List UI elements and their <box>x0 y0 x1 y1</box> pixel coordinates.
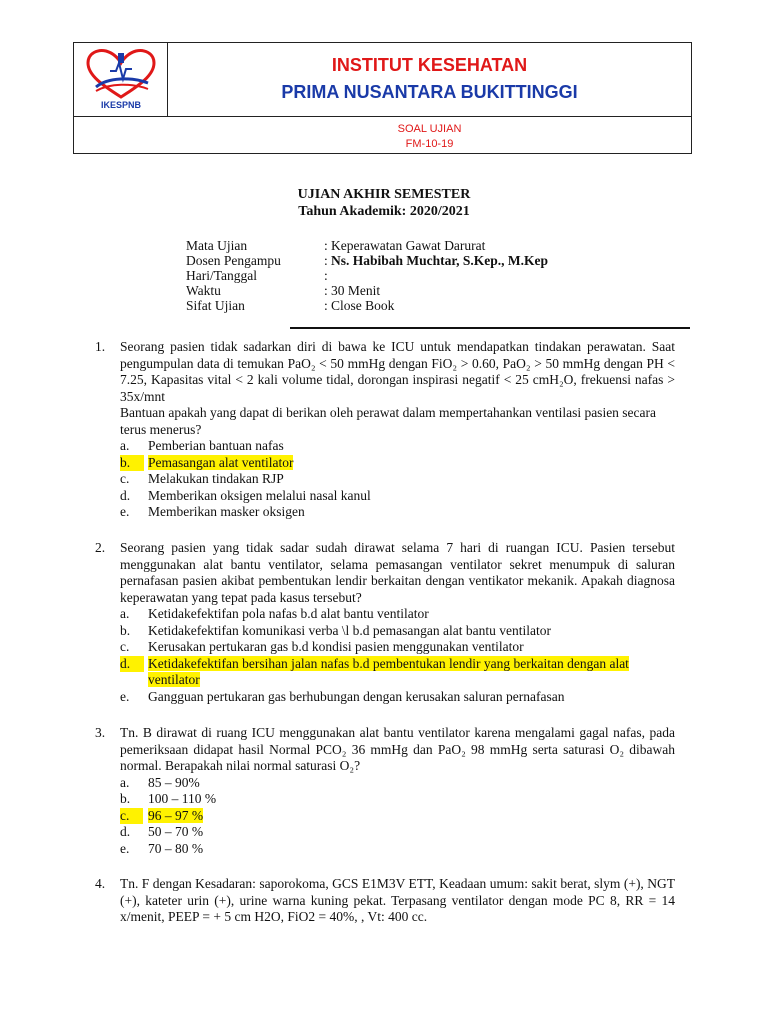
option-letter: e. <box>120 840 130 856</box>
question-number: 3. <box>95 725 106 740</box>
option <box>120 471 675 488</box>
question-1 <box>95 339 675 521</box>
option-letter: c. <box>120 471 130 486</box>
academic-year: Tahun Akademik: 2020/2021 <box>298 204 470 219</box>
question-number: 4. <box>95 876 106 891</box>
institute-logo-icon <box>82 47 160 101</box>
option <box>120 606 675 623</box>
exam-title <box>0 186 768 220</box>
info-label: Hari/Tanggal <box>186 268 258 283</box>
info-label: Sifat Ujian <box>186 298 245 313</box>
option-correct <box>120 455 675 472</box>
info-value: Ns. Habibah Muchtar, S.Kep., M.Kep <box>331 253 549 268</box>
option <box>120 623 675 640</box>
option-text: Memberikan oksigen melalui nasal kanul <box>148 487 371 503</box>
divider-line <box>290 327 690 329</box>
option-letter: d. <box>120 487 131 503</box>
header-table <box>73 42 692 154</box>
option-text: 50 – 70 % <box>148 824 204 839</box>
option-letter: a. <box>120 438 130 453</box>
logo-cell <box>74 43 168 116</box>
question-stem: Seorang pasien tidak sadarkan diri di bawa ke ICU untuk mendapatkan tindakan perawatan. Saat pengumpulan data di temukan PaO₂ < 50 mmHg dengan FiO₂ > 0.60, PaO₂ > 50 mmHg dengan PH < 7.25, Kapasitas vital < 2 kali volume tidal, dorongan inspirasi negatif < 25 cmH₂O, frekuensi nafas > 35x/mnt <box>120 339 675 404</box>
option-text: Pemberian bantuan nafas <box>148 438 284 453</box>
option-letter: a. <box>120 606 130 621</box>
institute-name-line1: INSTITUT KESEHATAN <box>331 55 528 75</box>
option <box>120 824 675 841</box>
doc-type: SOAL UJIAN <box>397 123 462 135</box>
doc-info-cell <box>168 116 691 153</box>
question-stem: Tn. B dirawat di ruang ICU menggunakan alat bantu ventilator karena mengalami gagal nafas, pada pemeriksaan didapat hasil Normal PCO₂ 36 mmHg dan PaO₂ 98 mmHg serta saturasi O₂ dibawah normal. Berapakah nilai normal saturasi O₂? <box>120 725 675 773</box>
question-stem-2: Bantuan apakah yang dapat di berikan oleh perawat dalam mempertahankan ventilasi pasien secara terus menerus? <box>120 405 657 437</box>
option-text: Memberikan masker oksigen <box>148 504 305 519</box>
option-letter: d. <box>120 656 144 673</box>
option <box>120 689 675 706</box>
option-letter: b. <box>120 791 131 806</box>
option-text: Ketidakefektifan bersihan jalan nafas b.d pembentukan lendir yang berkaitan dengan alat ventilator <box>148 655 629 687</box>
info-label: Waktu <box>186 283 221 298</box>
option-text: 70 – 80 % <box>148 840 204 856</box>
question-stem: Seorang pasien yang tidak sadar sudah dirawat selama 7 hari di ruangan ICU. Pasien tersebut menggunakan alat bantu ventilator, selama pemasangan ventilator sekret menumpuk di saluran pernafasan pasien akibat pembentukan lendir berkaitan dengan ventikator mekanik. Apakah diagnosa keperawatan yang tepat pada kasus tersebut? <box>120 540 675 605</box>
question-3 <box>95 725 675 857</box>
info-value: Close Book <box>331 298 395 313</box>
option-text: 85 – 90% <box>148 774 200 790</box>
option <box>120 504 675 521</box>
option-letter: c. <box>120 639 130 654</box>
info-colon: : <box>324 283 328 298</box>
question-2 <box>95 540 675 705</box>
option-letter: b. <box>120 455 144 472</box>
option-text: Pemasangan alat ventilator <box>148 454 294 470</box>
info-label: Mata Ujian <box>186 238 248 253</box>
option-letter: b. <box>120 622 131 638</box>
question-4 <box>95 876 675 926</box>
option-text: 96 – 97 % <box>148 807 204 823</box>
options-list <box>120 438 675 521</box>
option <box>120 639 675 656</box>
exam-name: UJIAN AKHIR SEMESTER <box>297 187 471 202</box>
info-colon: : <box>324 298 328 313</box>
option-correct <box>120 808 675 825</box>
question-number: 2. <box>95 540 106 555</box>
option <box>120 438 675 455</box>
option-letter: e. <box>120 504 130 519</box>
option-letter: e. <box>120 688 130 704</box>
info-value: 30 Menit <box>331 283 381 298</box>
option-letter: a. <box>120 774 130 790</box>
form-code: FM-10-19 <box>405 138 454 150</box>
option-letter: d. <box>120 824 131 839</box>
option-text: Ketidakefektifan komunikasi verba \l b.d pemasangan alat bantu ventilator <box>148 622 551 638</box>
info-colon: : <box>324 238 328 253</box>
info-value: Keperawatan Gawat Darurat <box>331 238 486 253</box>
option-text: Melakukan tindakan RJP <box>148 471 284 486</box>
info-colon: : <box>324 253 328 268</box>
option-letter: c. <box>120 808 143 825</box>
option-correct <box>120 656 675 689</box>
option <box>120 841 675 858</box>
option <box>120 791 675 808</box>
option-text: Kerusakan pertukaran gas b.d kondisi pasien menggunakan ventilator <box>148 639 524 654</box>
option-text: Gangguan pertukaran gas berhubungan dengan kerusakan saluran pernafasan <box>148 688 565 704</box>
options-list <box>120 775 675 858</box>
question-number: 1. <box>95 339 106 354</box>
option-text: 100 – 110 % <box>148 791 217 806</box>
option <box>120 775 675 792</box>
info-colon: : <box>324 268 328 283</box>
question-stem: Tn. F dengan Kesadaran: saporokoma, GCS E1M3V ETT, Keadaan umum: sakit berat, slym (+), NGT (+), kateter urin (+), urine warna kuning pekat. Terpasang ventilator dengan mode PC 8, RR = 14 x/menit, PEEP = + 5 cm H2O, FiO2 = 40%, , Vt: 400 cc. <box>120 876 675 924</box>
institute-title <box>168 43 691 116</box>
options-list <box>120 606 675 705</box>
info-label: Dosen Pengampu <box>186 253 281 268</box>
logo-text: IKESPNB <box>100 100 141 110</box>
option <box>120 488 675 505</box>
option-text: Ketidakefektifan pola nafas b.d alat bantu ventilator <box>148 606 429 621</box>
institute-name-line2: PRIMA NUSANTARA BUKITTINGGI <box>281 82 578 102</box>
